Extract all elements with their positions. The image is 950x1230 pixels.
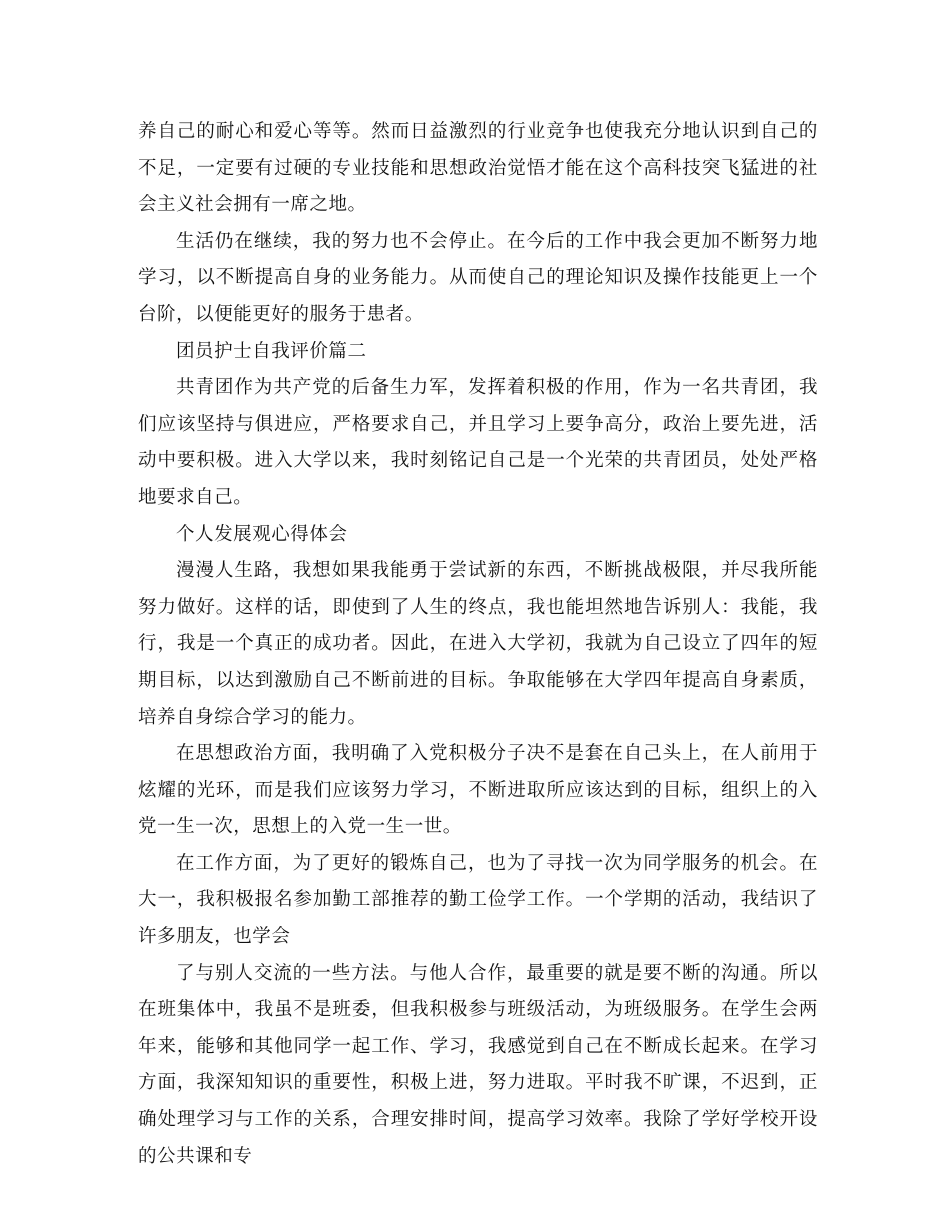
paragraph-work: 在工作方面，为了更好的锻炼自己，也为了寻找一次为同学服务的机会。在大一，我积极报名参加勤工部推荐的勤工俭学工作。一个学期的活动，我结识了许多朋友，也学会 [138,852,818,948]
paragraph-political-thought: 在思想政治方面，我明确了入党积极分子决不是套在自己头上，在人前用于炫耀的光环，而是我们应该努力学习，不断进取所应该达到的目标，组织上的入党一生一次，思想上的入党一生一世。 [138,743,818,838]
paragraph-cooperation-study: 了与别人交流的一些方法。与他人合作，最重要的就是要不断的沟通。所以在班集体中，我虽不是班委，但我积极参与班级活动，为班级服务。在学生会两年来，能够和其他同学一起工作、学习，我感觉到自己在不断成长起来。在学习方面，我深知知识的重要性，积极上进，努力进取。平时我不旷课，不迟到，正确处理学习与工作的关系，合理安排时间，提高学习效率。我除了学好学校开设的公共课和专 [138,962,818,1167]
section-heading-personal-development: 个人发展观心得体会 [176,523,348,545]
paragraph-youth-league: 共青团作为共产党的后备生力军，发挥着积极的作用，作为一名共青团，我们应该坚持与俱进应，严格要求自己，并且学习上要争高分，政治上要先进，活动中要积极。进入大学以来，我时刻铭记自己是一个光荣的共青团员，处处严格地要求自己。 [138,377,818,508]
paragraph-life-road: 漫漫人生路，我想如果我能勇于尝试新的东西，不断挑战极限，并尽我所能努力做好。这样的话，即使到了人生的终点，我也能坦然地告诉别人：我能，我行，我是一个真正的成功者。因此，在进入大学初，我就为自己设立了四年的短期目标，以达到激励自己不断前进的目标。争取能够在大学四年提高自身素质，培养自身综合学习的能力。 [138,560,818,728]
paragraph-future-effort: 生活仍在继续，我的努力也不会停止。在今后的工作中我会更加不断努力地学习，以不断提高自身的业务能力。从而使自己的理论知识及操作技能更上一个台阶，以便能更好的服务于患者。 [138,230,818,325]
section-heading-self-evaluation: 团员护士自我评价篇二 [176,340,367,362]
document-page [138,114,818,1175]
paragraph-continuation: 养自己的耐心和爱心等等。然而日益激烈的行业竞争也使我充分地认识到自己的不足，一定要有过硬的专业技能和思想政治觉悟才能在这个高科技突飞猛进的社会主义社会拥有一席之地。 [138,121,818,216]
